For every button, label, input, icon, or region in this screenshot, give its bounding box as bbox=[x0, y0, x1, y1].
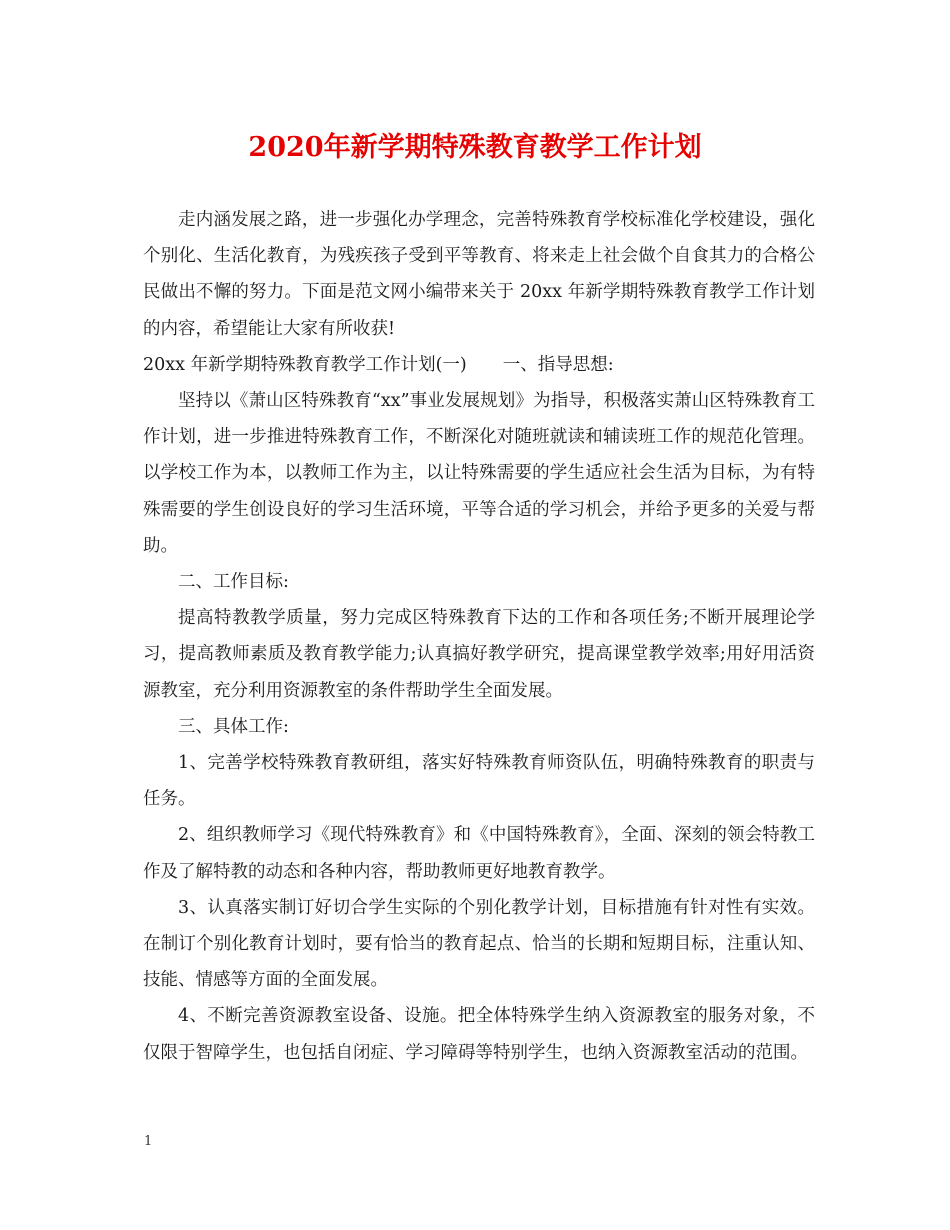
specific-work-heading: 三、具体工作: bbox=[178, 716, 289, 737]
page-number: 1 bbox=[144, 1134, 153, 1149]
work-item-3: 3、认真落实制订好切合学生实际的个别化教学计划，目标措施有针对性有实效。在制订个别化教育计划时，要有恰当的教育起点、恰当的长期和短期目标，注重认知、技能、情感等方面的全面发展。 bbox=[143, 897, 815, 991]
section-heading bbox=[143, 347, 815, 383]
section-heading-title: 20xx 年新学期特殊教育教学工作计划(一) bbox=[143, 354, 467, 375]
intro-paragraph: 走内涵发展之路，进一步强化办学理念，完善特殊教育学校标准化学校建设，强化个别化、生活化教育，为残疾孩子受到平等教育、将来走上社会做个自食其力的合格公民做出不懈的努力。下面是范文网小编带来关于 20xx 年新学期特殊教育教学工作计划的内容，希望能让大家有所收获! bbox=[143, 210, 815, 339]
document-title: 2020年新学期特殊教育教学工作计划 bbox=[248, 132, 702, 163]
work-item-4: 4、不断完善资源教室设备、设施。把全体特殊学生纳入资源教室的服务对象，不仅限于智障学生，也包括自闭症、学习障碍等特别学生，也纳入资源教室活动的范围。 bbox=[143, 1006, 815, 1063]
work-item-2: 2、组织教师学习《现代特殊教育》和《中国特殊教育》，全面、深刻的领会特教工作及了解特教的动态和各种内容，帮助教师更好地教育教学。 bbox=[143, 825, 815, 882]
work-goals-paragraph: 提高特教教学质量，努力完成区特殊教育下达的工作和各项任务;不断开展理论学习，提高教师素质及教育教学能力;认真搞好教学研究，提高课堂教学效率;用好用活资源教室，充分利用资源教室的条件帮助学生全面发展。 bbox=[143, 608, 815, 701]
guiding-thought-paragraph: 坚持以《萧山区特殊教育“xx”事业发展规划》为指导，积极落实萧山区特殊教育工作计划，进一步推进特殊教育工作，不断深化对随班就读和辅读班工作的规范化管理。以学校工作为本，以教师工作为主，以让特殊需要的学生适应社会生活为目标，为有特殊需要的学生创设良好的学习生活环境，平等合适的学习机会，并给予更多的关爱与帮助。 bbox=[143, 391, 815, 556]
document-body bbox=[143, 202, 815, 1071]
work-goals-heading: 二、工作目标: bbox=[178, 572, 289, 593]
work-item-1: 1、完善学校特殊教育教研组，落实好特殊教育师资队伍，明确特殊教育的职责与任务。 bbox=[143, 753, 815, 810]
section-heading-subtitle: 一、指导思想: bbox=[502, 354, 614, 375]
